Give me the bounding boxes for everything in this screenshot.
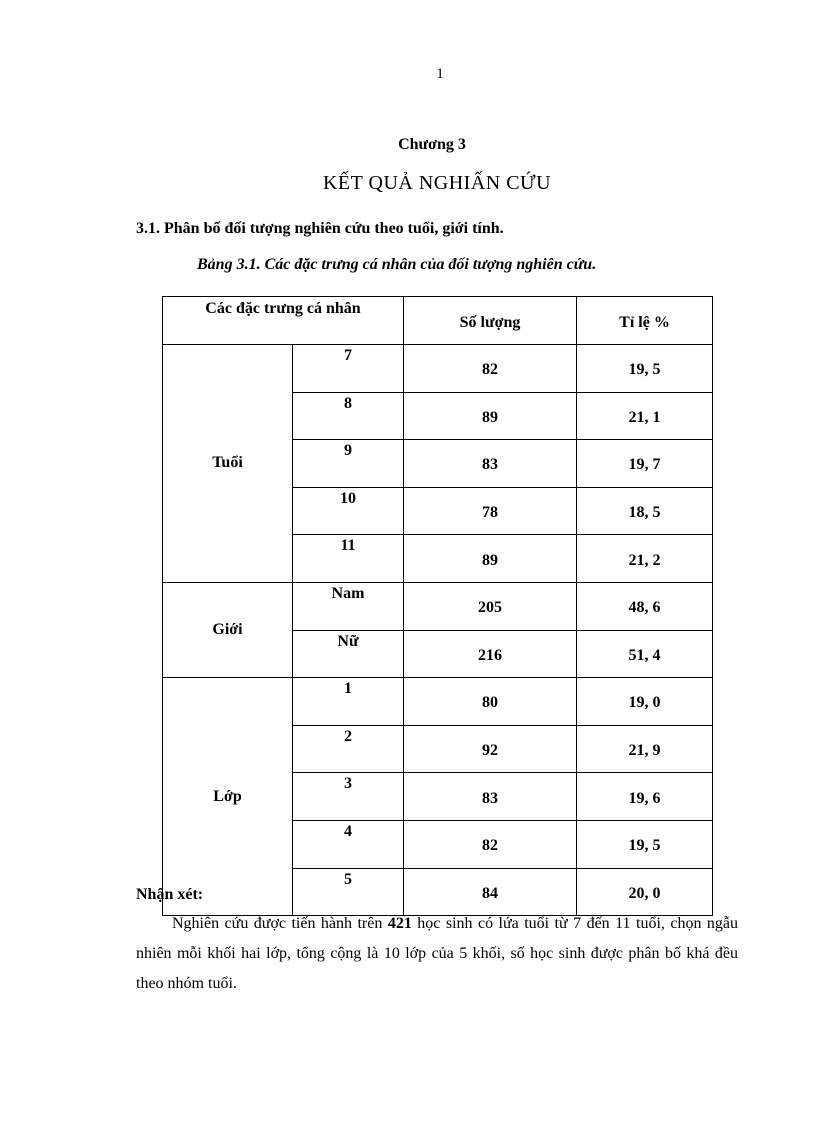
sub-category: 2 [293,725,404,773]
sub-category: 1 [293,678,404,726]
sub-category: 11 [293,535,404,583]
sub-category: 4 [293,820,404,868]
remarks-heading: Nhận xét: [136,886,204,903]
characteristics-table [162,296,713,916]
percent-cell: 19, 7 [577,440,713,488]
percent-cell: 18, 5 [577,487,713,535]
count-cell: 82 [404,820,577,868]
sub-category: 7 [293,345,404,393]
page-number: 1 [436,66,444,82]
count-cell: 84 [404,868,577,916]
percent-cell: 19, 0 [577,678,713,726]
group-label: Giới [163,582,293,677]
count-cell: 83 [404,440,577,488]
percent-cell: 21, 1 [577,392,713,440]
count-cell: 216 [404,630,577,678]
count-cell: 82 [404,345,577,393]
sub-category: 9 [293,440,404,488]
percent-cell: 21, 9 [577,725,713,773]
percent-cell: 19, 6 [577,773,713,821]
section-heading: 3.1. Phân bố đối tượng nghiên cứu theo tuổi, giới tính. [136,220,504,237]
header-count: Số lượng [404,297,577,345]
count-cell: 78 [404,487,577,535]
remarks-highlight: 421 [387,915,412,932]
sub-category: 3 [293,773,404,821]
percent-cell: 51, 4 [577,630,713,678]
table-row [163,345,713,393]
chapter-title: KẾT QUẢ NGHIẤN CỨU [322,172,552,194]
percent-cell: 21, 2 [577,535,713,583]
table-row [163,582,713,630]
group-label: Tuổi [163,345,293,583]
table-header-row [163,297,713,345]
percent-cell: 19, 5 [577,345,713,393]
sub-category: 5 [293,868,404,916]
header-characteristic: Các đặc trưng cá nhân [163,297,404,345]
sub-category: Nam [293,582,404,630]
percent-cell: 20, 0 [577,868,713,916]
percent-cell: 48, 6 [577,582,713,630]
remarks-text-before: Nghiên cứu được tiến hành trên [172,915,388,932]
sub-category: 10 [293,487,404,535]
count-cell: 80 [404,678,577,726]
sub-category: 8 [293,392,404,440]
chapter-label: Chương 3 [398,136,466,153]
header-percent: Tỉ lệ % [577,297,713,345]
sub-category: Nữ [293,630,404,678]
count-cell: 89 [404,535,577,583]
group-label: Lớp [163,678,293,916]
count-cell: 89 [404,392,577,440]
count-cell: 92 [404,725,577,773]
remarks-text-after: học sinh có lứa tuổi từ 7 đến 11 tuổi, chọn ngẫu nhiên mỗi khối hai lớp, tổng cộng là 10 lớp của 5 khối, số học sinh được phân bố khá đều theo nhóm tuổi. [136,915,739,992]
table-caption: Bảng 3.1. Các đặc trưng cá nhân của đối tượng nghiên cứu. [197,256,597,273]
remarks-paragraph [136,909,738,999]
table-row [163,678,713,726]
count-cell: 205 [404,582,577,630]
percent-cell: 19, 5 [577,820,713,868]
count-cell: 83 [404,773,577,821]
